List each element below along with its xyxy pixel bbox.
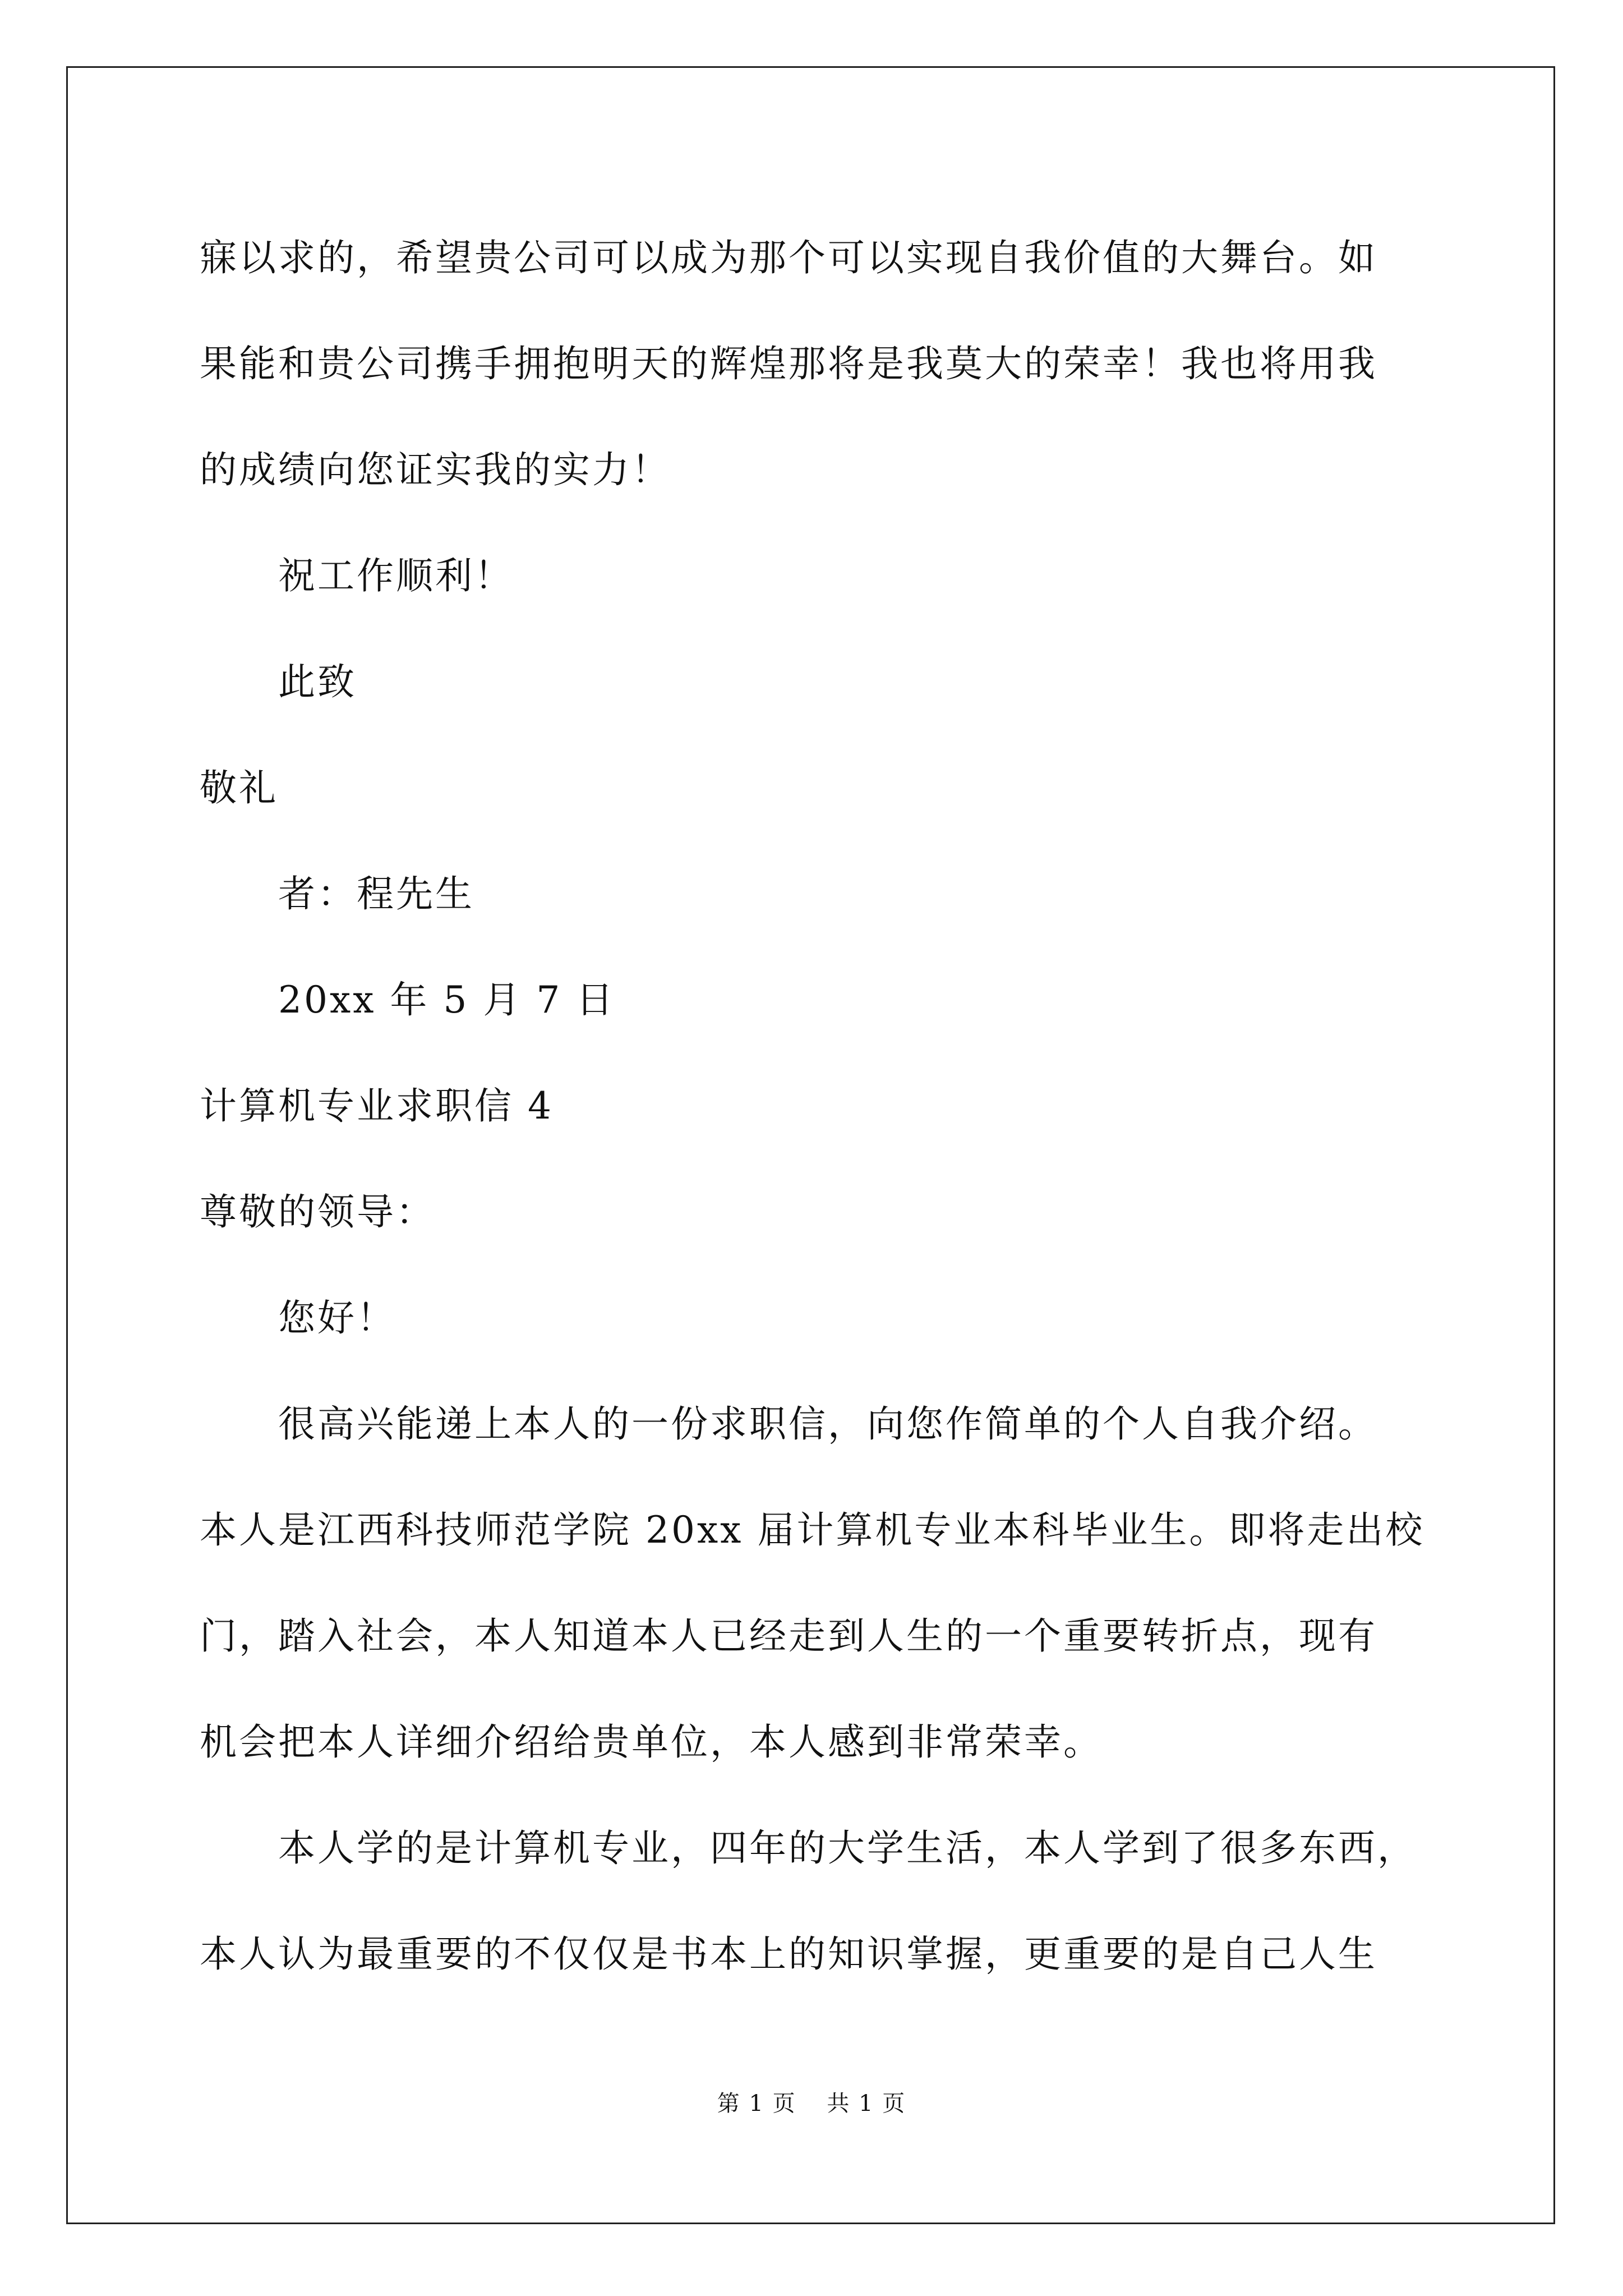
paragraph-line: 门，踏入社会，本人知道本人已经走到人生的一个重要转折点，现有 [200, 1614, 1377, 1658]
text-line: 的成绩向您证实我的实力！ [200, 448, 671, 491]
page-footer [0, 2086, 1623, 2118]
page-number: 第 1 页 [717, 2091, 796, 2116]
text-line: 果能和贵公司携手拥抱明天的辉煌那将是我莫大的荣幸！我也将用我 [200, 342, 1377, 385]
paragraph-line: 本人学的是计算机专业，四年的大学生活，本人学到了很多东西， [278, 1826, 1417, 1870]
paragraph-line: 机会把本人详细介绍给贵单位，本人感到非常荣幸。 [200, 1720, 1103, 1764]
paragraph-line: 很高兴能递上本人的一份求职信，向您作简单的个人自我介绍。 [278, 1402, 1377, 1446]
greeting: 尊敬的领导： [200, 1190, 435, 1234]
letter-body [200, 205, 1456, 2007]
closing-salutation: 此致 [278, 660, 357, 703]
section-title: 计算机专业求职信 4 [200, 1084, 554, 1128]
greeting-hello: 您好！ [278, 1296, 396, 1340]
closing-regards: 敬礼 [200, 766, 278, 809]
page-total: 共 1 页 [827, 2091, 906, 2116]
paragraph-line: 本人是江西科技师范学院 20xx 届计算机专业本科毕业生。即将走出校 [200, 1508, 1425, 1552]
text-line: 寐以求的，希望贵公司可以成为那个可以实现自我价值的大舞台。如 [200, 236, 1377, 279]
paragraph-line: 本人认为最重要的不仅仅是书本上的知识掌握，更重要的是自己人生 [200, 1932, 1377, 1976]
signature: 者：程先生 [278, 872, 474, 915]
letter-date: 20xx 年 5 月 7 日 [278, 978, 616, 1022]
closing-wish: 祝工作顺利！ [278, 554, 514, 597]
